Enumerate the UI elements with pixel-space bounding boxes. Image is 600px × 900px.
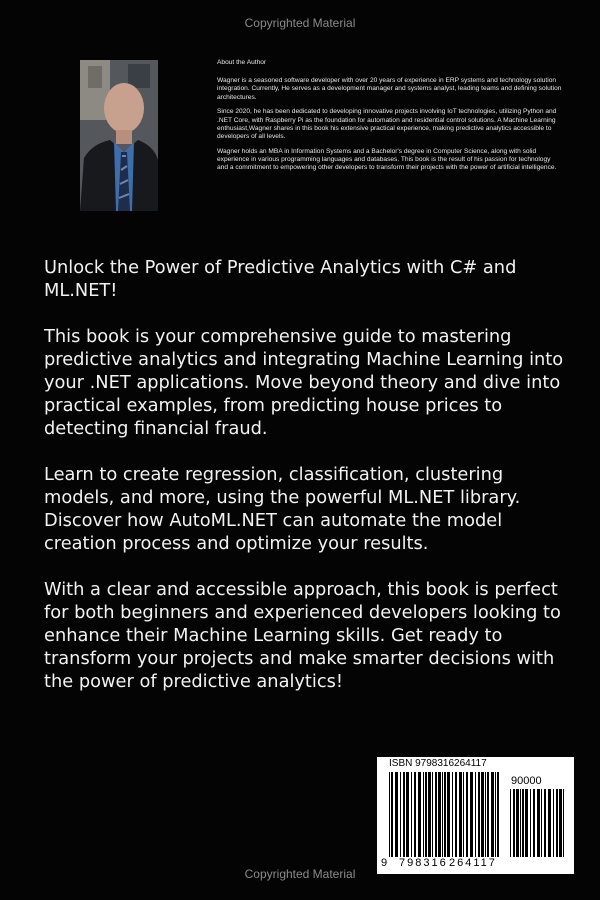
about-paragraph: Wagner is a seasoned software developer with over 20 years of experience in ERP systems and technology solution integration. Currently, He serves as a development manager and systems analyst, leading teams and defining solution architectures. — [217, 77, 562, 101]
barcode-digit-group: 798316 — [399, 857, 448, 869]
isbn-label: ISBN 9798316264117 — [389, 758, 487, 769]
blurb-paragraph: With a clear and accessible approach, this book is perfect for both beginners and experienced developers looking to enhance their Machine Learning skills. Get ready to transform your projects and make smarter decisions with the power of predictive analytics! — [44, 579, 561, 692]
copyright-watermark-bottom: Copyrighted Material — [244, 867, 356, 881]
about-author-section — [217, 59, 562, 179]
blurb-headline: Unlock the Power of Predictive Analytics with C# and ML.NET! — [44, 257, 517, 301]
book-description — [44, 256, 564, 716]
blurb-paragraph: This book is your comprehensive guide to mastering predictive analytics and integrating Machine Learning into your .NET applications. Move beyond theory and dive into practical examples, from predicting house prices to detecting financial fraud. — [44, 326, 564, 439]
copyright-watermark-top: Copyrighted Material — [244, 16, 356, 30]
author-photo — [80, 60, 158, 211]
price-code: 90000 — [511, 775, 542, 787]
about-author-title: About the Author — [217, 59, 267, 66]
barcode-digit-prefix: 9 — [381, 857, 388, 869]
barcode-digit-group: 264117 — [449, 857, 497, 869]
blurb-paragraph: Learn to create regression, classification, clustering models, and more, using the powerful ML.NET library. Discover how AutoML.NET can automate the model creation process and optimize your results. — [44, 464, 521, 554]
isbn-barcode — [377, 757, 574, 874]
author-portrait-image — [80, 60, 158, 211]
about-paragraph: Wagner holds an MBA in Information Systems and a Bachelor's degree in Computer Science, along with solid experience in various programming languages and databases. This book is the result of his passion for technology and a commitment to empowering other developers to transform their projects with the power of artificial intelligence. — [217, 147, 557, 172]
about-paragraph: Since 2020, he has been dedicated to developing innovative projects involving IoT technologies, utilizing Python and .NET Core, with Raspberry Pi as the foundation for automation and residential control solutions. A Machine Learning enthusiast,Wagner shares in this book his extensive practical experience, making predictive analytics accessible to developers of all levels. — [217, 108, 557, 140]
